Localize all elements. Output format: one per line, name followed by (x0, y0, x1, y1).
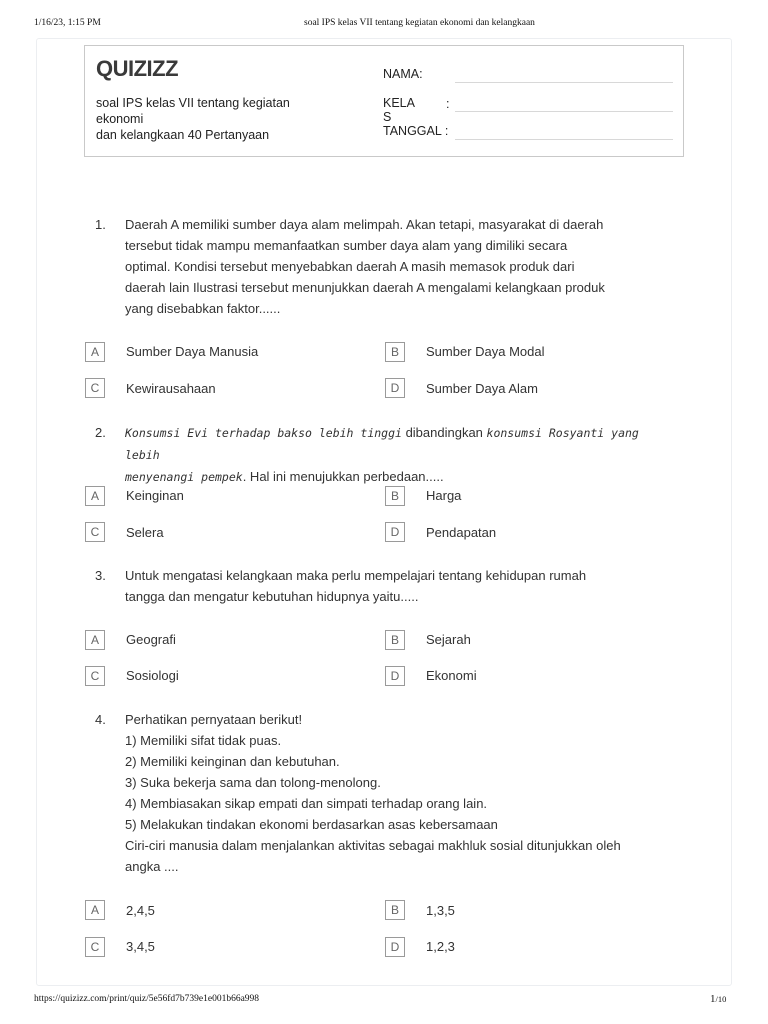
question-text (125, 565, 675, 607)
question-text (125, 422, 675, 488)
option-d-text: Sumber Daya Alam (426, 381, 538, 396)
option-c-text: Sosiologi (126, 668, 179, 683)
option-d-box[interactable]: D (385, 666, 405, 686)
question-line: daerah lain Ilustrasi tersebut menunjukkan daerah A mengalami kelangkaan produk (125, 280, 605, 295)
page-total: /10 (715, 994, 727, 1004)
question-text (125, 214, 675, 319)
option-b-text: Harga (426, 488, 462, 503)
option-a-box[interactable]: A (85, 342, 105, 362)
question-line: 2) Memiliki keinginan dan kebutuhan. (125, 754, 340, 769)
quiz-title-line: ekonomi (96, 112, 144, 126)
question-line: tangga dan mengatur kebutuhan hidupnya yaitu..... (125, 589, 419, 604)
option-c-text: Kewirausahaan (126, 381, 216, 396)
question-line: Perhatikan pernyataan berikut! (125, 712, 303, 727)
option-a-text: 2,4,5 (126, 903, 155, 918)
quiz-title-line: soal IPS kelas VII tentang kegiatan (96, 96, 290, 110)
class-label-wrap: S (383, 110, 392, 124)
question-line (125, 466, 675, 488)
page-current: 1 (710, 993, 716, 1005)
option-a-box[interactable]: A (85, 900, 105, 920)
quiz-title (96, 95, 346, 143)
quiz-title-line: dan kelangkaan 40 Pertanyaan (96, 128, 270, 142)
footer-url: https://quizizz.com/print/quiz/5e56fd7b739e1e001b66a998 (34, 994, 260, 1004)
italic-phrase: Konsumsi Evi terhadap bakso lebih tinggi (125, 426, 402, 440)
question-line: 1) Memiliki sifat tidak puas. (125, 733, 282, 748)
class-label: KELA (383, 96, 415, 110)
question-line: angka .... (125, 859, 179, 874)
option-b-box[interactable]: B (385, 900, 405, 920)
normal-phrase: . Hal ini menujukkan perbedaan..... (242, 469, 444, 484)
question-line: optimal. Kondisi tersebut menyebabkan daerah A masih memasok produk dari (125, 259, 575, 274)
class-field-line (455, 111, 673, 112)
question-text (125, 709, 675, 877)
quizizz-logo: QUIZIZZ (96, 56, 179, 81)
normal-phrase: dibandingkan (401, 425, 487, 440)
option-a-box[interactable]: A (85, 486, 105, 506)
question-line: 4) Membiasakan sikap empati dan simpati terhadap orang lain. (125, 796, 488, 811)
question-number: 4. (95, 712, 106, 727)
question-line: yang disebabkan faktor...... (125, 301, 281, 316)
question-line (125, 422, 675, 466)
option-d-text: 1,2,3 (426, 939, 455, 954)
class-colon: : (446, 97, 450, 111)
option-a-text: Sumber Daya Manusia (126, 344, 259, 359)
question-line: Untuk mengatasi kelangkaan maka perlu mempelajari tentang kehidupan rumah (125, 568, 587, 583)
italic-phrase: menyenangi pempek (125, 470, 243, 484)
option-d-text: Ekonomi (426, 668, 477, 683)
option-c-box[interactable]: C (85, 522, 105, 542)
question-line: 5) Melakukan tindakan ekonomi berdasarkan asas kebersamaan (125, 817, 498, 832)
option-a-text: Keinginan (126, 488, 184, 503)
option-d-box[interactable]: D (385, 378, 405, 398)
option-c-box[interactable]: C (85, 378, 105, 398)
page-indicator (710, 993, 726, 1005)
question-line: Daerah A memiliki sumber daya alam melimpah. Akan tetapi, masyarakat di daerah (125, 217, 604, 232)
date-label: TANGGAL : (383, 124, 449, 138)
option-d-text: Pendapatan (426, 525, 497, 540)
option-c-text: 3,4,5 (126, 939, 155, 954)
question-line: Ciri-ciri manusia dalam menjalankan aktivitas sebagai makhluk sosial ditunjukkan oleh (125, 838, 621, 853)
option-d-box[interactable]: D (385, 522, 405, 542)
option-b-box[interactable]: B (385, 486, 405, 506)
print-title: soal IPS kelas VII tentang kegiatan ekonomi dan kelangkaan (304, 18, 535, 28)
question-number: 1. (95, 217, 106, 232)
question-number: 3. (95, 568, 106, 583)
question-number: 2. (95, 425, 106, 440)
option-a-text: Geografi (126, 632, 176, 647)
option-a-box[interactable]: A (85, 630, 105, 650)
question-line: 3) Suka bekerja sama dan tolong-menolong. (125, 775, 381, 790)
option-b-text: 1,3,5 (426, 903, 455, 918)
option-c-box[interactable]: C (85, 937, 105, 957)
question-line: tersebut tidak mampu memanfaatkan sumber daya alam yang dimiliki secara (125, 238, 568, 253)
option-b-text: Sumber Daya Modal (426, 344, 545, 359)
print-header (34, 18, 734, 32)
option-b-text: Sejarah (426, 632, 471, 647)
name-label: NAMA: (383, 67, 423, 81)
option-c-text: Selera (126, 525, 164, 540)
name-field-line (455, 82, 673, 83)
option-b-box[interactable]: B (385, 630, 405, 650)
print-datetime: 1/16/23, 1:15 PM (34, 18, 101, 28)
date-field-line (455, 139, 673, 140)
option-b-box[interactable]: B (385, 342, 405, 362)
quiz-header-box (84, 45, 684, 157)
option-d-box[interactable]: D (385, 937, 405, 957)
italic-phrase: konsumsi Rosyanti yang lebih (125, 426, 639, 462)
option-c-box[interactable]: C (85, 666, 105, 686)
